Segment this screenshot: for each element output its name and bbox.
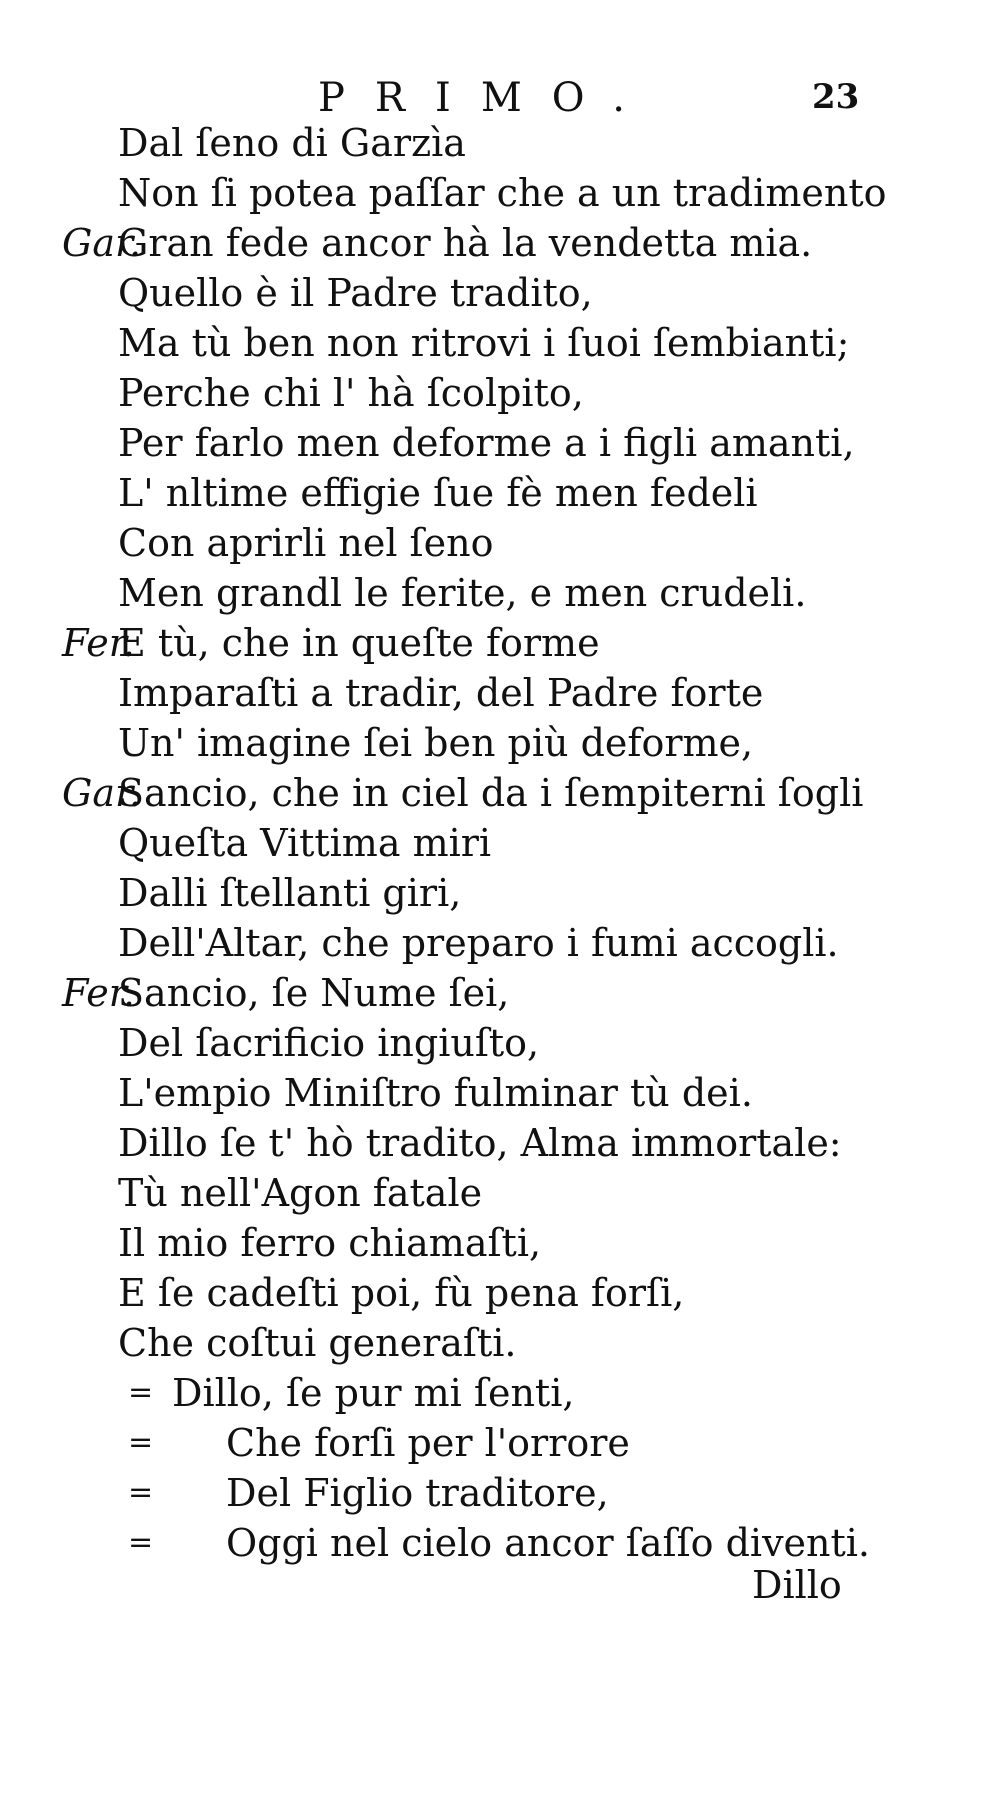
verse-text: Quello è il Padre tradito, — [118, 271, 593, 315]
verse-line — [0, 1418, 1000, 1468]
verse-line — [0, 468, 1000, 518]
speaker-label: Fer. — [62, 971, 135, 1015]
verse-line — [0, 1168, 1000, 1218]
verse-line — [0, 318, 1000, 368]
verse-text: Imparaſti a tradir, del Padre forte — [118, 671, 764, 715]
verse-text: E tù, che in queſte forme — [118, 621, 600, 665]
verse-text: Sancio, ſe Nume ſei, — [118, 971, 510, 1015]
verse-line — [0, 418, 1000, 468]
verse-text: Un' imagine ſei ben più deforme, — [118, 721, 754, 765]
verse-text: L' nltime effigie ſue fè men fedeli — [118, 471, 758, 515]
speaker-label: Gar. — [62, 221, 142, 265]
verse-text: Queſta Vittima miri — [118, 821, 492, 865]
quotation-marker: = — [128, 1525, 154, 1560]
verse-line — [0, 668, 1000, 718]
verse-line — [0, 768, 1000, 818]
verse-text: Sancio, che in ciel da i ſempiterni ſogli — [118, 771, 864, 815]
running-head: PRIMO. — [318, 75, 655, 121]
verse-line — [0, 118, 1000, 168]
verse-text: Che forſi per l'orrore — [226, 1421, 630, 1465]
verse-line — [0, 368, 1000, 418]
verse-text: Gran fede ancor hà la vendetta mia. — [118, 221, 813, 265]
verse-text: Dalli ſtellanti giri, — [118, 871, 462, 915]
verse-line — [0, 968, 1000, 1018]
verse-block — [0, 118, 1000, 1568]
verse-line — [0, 918, 1000, 968]
verse-line — [0, 868, 1000, 918]
verse-line — [0, 268, 1000, 318]
verse-line — [0, 218, 1000, 268]
verse-line — [0, 1268, 1000, 1318]
verse-line — [0, 1468, 1000, 1518]
verse-text: Dillo, ſe pur mi ſenti, — [172, 1371, 575, 1415]
verse-text: Perche chi l' hà ſcolpito, — [118, 371, 584, 415]
verse-text: Dell'Altar, che preparo i fumi accogli. — [118, 921, 839, 965]
verse-text: Per farlo men deforme a i figli amanti, — [118, 421, 855, 465]
verse-text: Dal ſeno di Garzìa — [118, 121, 466, 165]
verse-line — [0, 1118, 1000, 1168]
speaker-label: Fer. — [62, 621, 135, 665]
quotation-marker: = — [128, 1475, 154, 1510]
verse-line — [0, 568, 1000, 618]
verse-text: Il mio ferro chiamaſti, — [118, 1221, 542, 1265]
verse-text: Non ſi potea paſſar che a un tradimento — [118, 171, 887, 215]
verse-text: Ma tù ben non ritrovi i ſuoi ſembianti; — [118, 321, 850, 365]
verse-line — [0, 1218, 1000, 1268]
verse-line — [0, 618, 1000, 668]
verse-text: Men grandl le ferite, e men crudeli. — [118, 571, 807, 615]
verse-line — [0, 818, 1000, 868]
speaker-label: Gar. — [62, 771, 142, 815]
page-number: 23 — [812, 77, 860, 117]
quotation-marker: = — [128, 1425, 154, 1460]
quotation-marker: = — [128, 1375, 154, 1410]
verse-text: Con aprirli nel ſeno — [118, 521, 494, 565]
verse-text: L'empio Miniſtro fulminar tù dei. — [118, 1071, 753, 1115]
verse-text: Del Figlio traditore, — [226, 1471, 609, 1515]
verse-text: Che coſtui generaſti. — [118, 1321, 517, 1365]
verse-text: Dillo ſe t' hò tradito, Alma immortale: — [118, 1121, 842, 1165]
verse-line — [0, 718, 1000, 768]
verse-line — [0, 1018, 1000, 1068]
verse-line — [0, 518, 1000, 568]
verse-text: E ſe cadeſti poi, fù pena forſi, — [118, 1271, 685, 1315]
verse-text: Tù nell'Agon fatale — [118, 1171, 483, 1215]
verse-line — [0, 1318, 1000, 1368]
verse-line — [0, 1518, 1000, 1568]
verse-line — [0, 168, 1000, 218]
catchword: Dillo — [752, 1563, 842, 1607]
verse-text: Oggi nel cielo ancor ſaſſo diventi. — [226, 1521, 871, 1565]
verse-text: Del ſacrificio ingiuſto, — [118, 1021, 540, 1065]
verse-line — [0, 1068, 1000, 1118]
verse-line — [0, 1368, 1000, 1418]
